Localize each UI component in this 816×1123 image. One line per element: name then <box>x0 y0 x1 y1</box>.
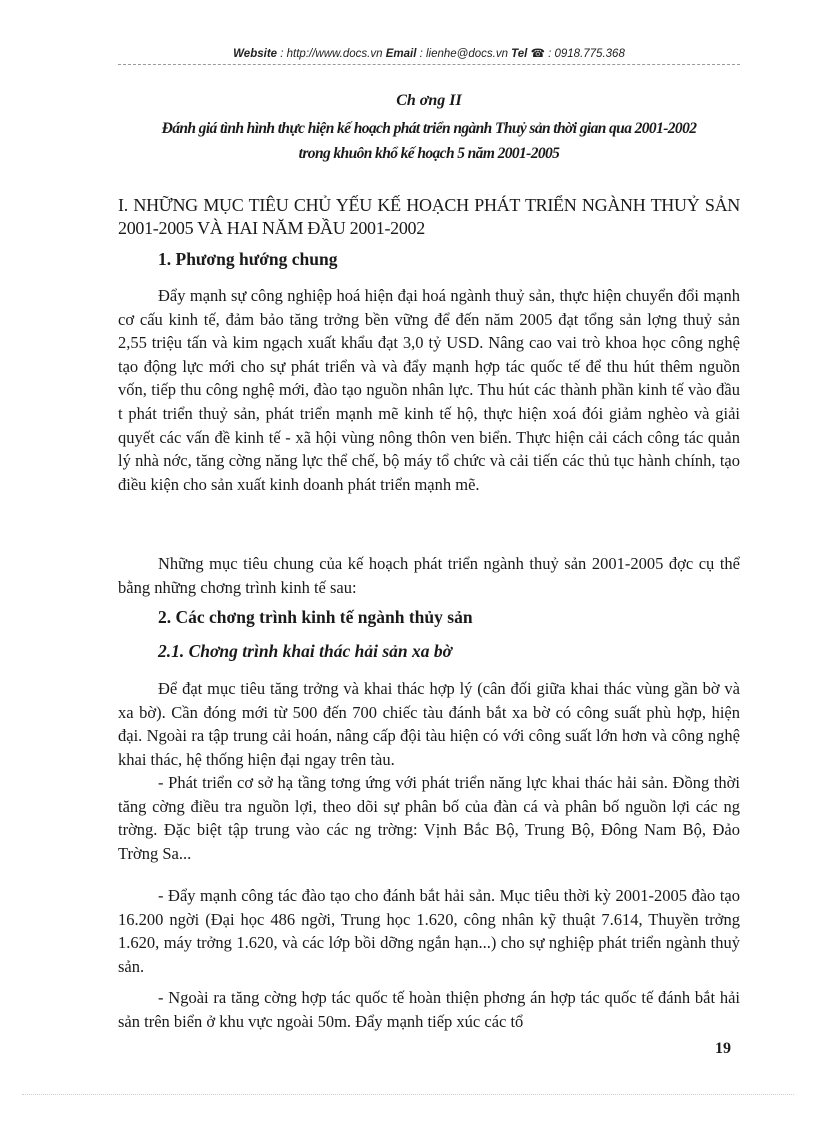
footer-divider <box>22 1094 794 1095</box>
paragraph-general-direction: Đẩy mạnh sự công nghiệp hoá hiện đại hoá ngành thuỷ sản, thực hiện chuyển đổi mạnh cơ cấu kinh tế, đảm bảo tăng trởng bền vững để đến năm 2005 đạt tổng sản lợng thuỷ sản 2,55 triệu tấn và kim ngạch xuất khẩu đạt 3,0 tỷ USD. Nâng cao vai trò khoa học công nghệ tạo động lực mới cho sự phát triển và và đẩy mạnh hợp tác quốc tế để thu hút thêm nguồn vốn, tiếp thu công nghệ mới, đào tạo nguồn nhân lực. Thu hút các thành phần kinh tế vào đầu t phát triển thuỷ sản, phát triển mạnh mẽ kinh tế hộ, thực hiện xoá đói giảm nghèo và giải quyết các vấn đề kinh tế - xã hội vùng nông thôn ven biển. Thực hiện cải cách công tác quản lý nhà nớc, tăng cờng năng lực thể chế, bộ máy tổ chức và cải tiến các thủ tục hành chính, tạo điều kiện cho sản xuất kinh doanh phát triển mạnh mẽ. <box>118 286 740 494</box>
website-label: Website <box>233 48 278 60</box>
heading-general-direction: 1. Phương hướng chung <box>158 249 338 269</box>
paragraph-training: - Đẩy mạnh công tác đào tạo cho đánh bắt hải sản. Mục tiêu thời kỳ 2001-2005 đào tạo 16.200 ngời (Đại học 486 ngời, Trung học 1.620, công nhân kỹ thuật 7.614, Thuyền trởng 1.620, máy trởng 1.620, và các lớp bồi dỡng ngắn hạn...) cho sự nghiệp phát triển ngành thuỷ sản. <box>118 886 740 976</box>
chapter-title: Ch ơng II <box>396 92 462 109</box>
header-divider <box>118 64 740 65</box>
chapter-subtitle <box>118 116 740 166</box>
paragraph-international-cooperation: - Ngoài ra tăng cờng hợp tác quốc tế hoàn thiện phơng án hợp tác quốc tế đánh bắt hải sản trên biển ở khu vực ngoài 50m. Đẩy mạnh tiếp xúc các tổ <box>118 988 740 1031</box>
phone-icon: ☎ <box>527 48 545 60</box>
heading-offshore-fishing-program: 2.1. Chơng trình khai thác hải sản xa bờ <box>158 641 453 661</box>
chapter-subtitle-line-2: trong khuôn khổ kế hoạch 5 năm 2001-2005 <box>298 145 560 162</box>
email-address[interactable]: : lienhe@docs.vn <box>416 48 512 60</box>
paragraph-offshore-targets: Để đạt mục tiêu tăng trởng và khai thác hợp lý (cân đối giữa khai thác vùng gần bờ và xa bờ). Cần đóng mới từ 500 đến 700 chiếc tàu đánh bắt xa bờ có công suất phù hợp, hiện đại. Ngoài ra tập trung cải hoán, nâng cấp đội tàu hiện có với công suất lớn hơn và công nghệ khai thác, hệ thống hiện đại ngay trên tàu. <box>118 679 740 769</box>
chapter-subtitle-line-1: Đánh giá tình hình thực hiện kế hoạch phát triển ngành Thuỷ sản thời gian qua 2001-2002 <box>161 120 697 137</box>
section-heading: I. NHỮNG MỤC TIÊU CHỦ YẾU KẾ HOẠCH PHÁT TRIỂN NGÀNH THUỶ SẢN 2001-2005 VÀ HAI NĂM ĐẦU 2001-2002 <box>118 195 740 238</box>
tel-label: Tel <box>511 48 528 60</box>
page-number: 19 <box>715 1040 731 1057</box>
paragraph-goals-intro: Những mục tiêu chung của kế hoạch phát triển ngành thuỷ sản 2001-2005 đợc cụ thể bằng những chơng trình kinh tế sau: <box>118 554 740 597</box>
heading-economic-programs: 2. Các chơng trình kinh tế ngành thủy sản <box>158 607 473 627</box>
paragraph-infrastructure: - Phát triển cơ sở hạ tầng tơng ứng với phát triển năng lực khai thác hải sản. Đồng thời tăng cờng điều tra nguồn lợi, theo dõi sự phân bố của đàn cá và phân bố nguồn lợi các ng trờng. Đặc biệt tập trung vào các ng trờng: Vịnh Bắc Bộ, Trung Bộ, Đông Nam Bộ, Đảo Trờng Sa... <box>118 773 740 863</box>
page-header <box>118 46 740 60</box>
email-label: Email <box>385 48 417 60</box>
tel-number: : 0918.775.368 <box>544 48 625 60</box>
website-url[interactable]: : http://www.docs.vn <box>277 48 386 60</box>
